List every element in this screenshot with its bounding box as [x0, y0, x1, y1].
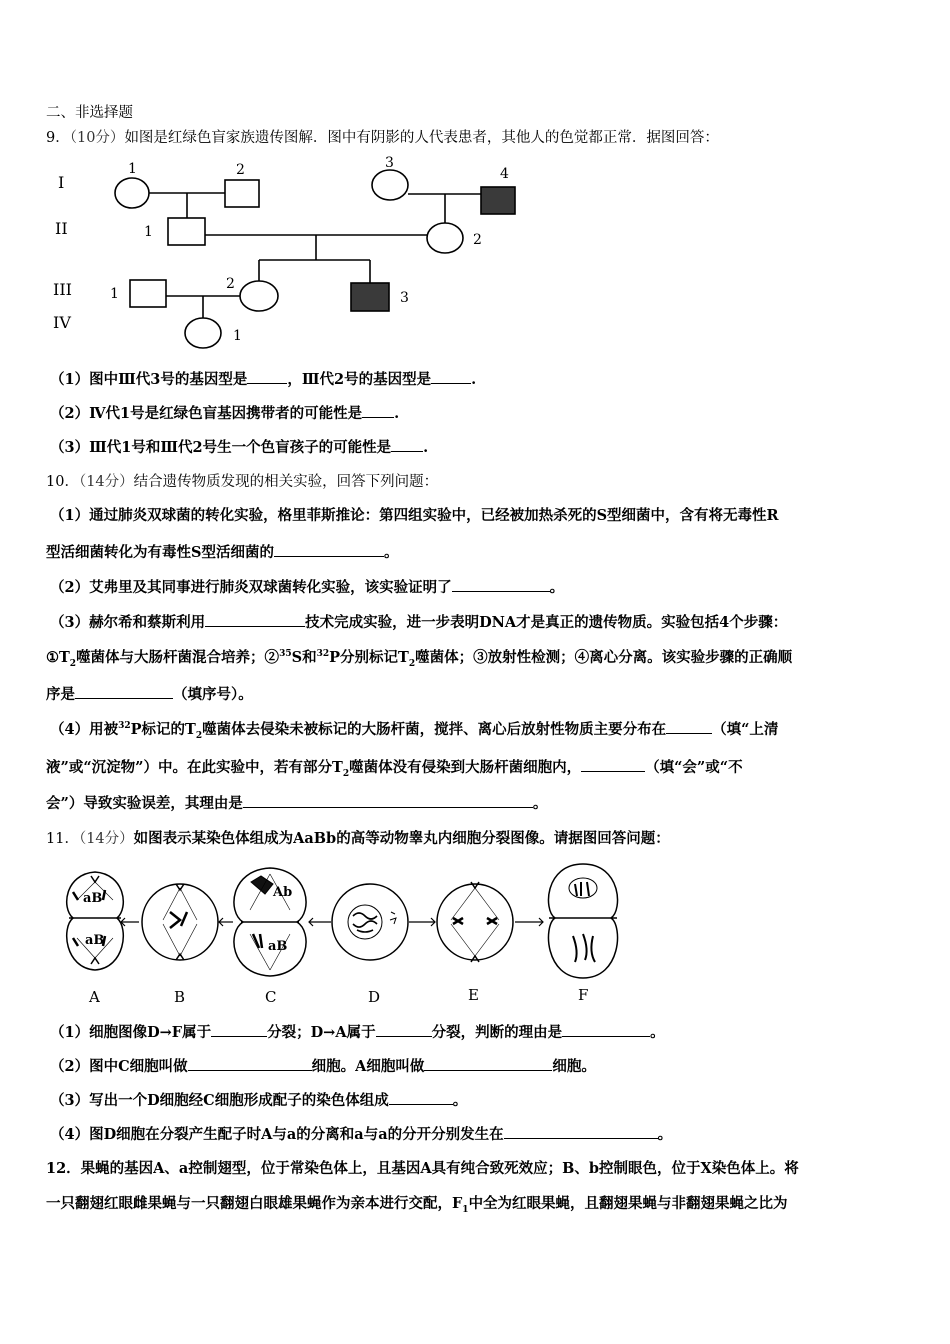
answer-blank[interactable]	[389, 1090, 453, 1105]
id-III-1: 1	[110, 286, 119, 302]
cell-label-E: E	[468, 986, 479, 1004]
answer-blank[interactable]	[391, 437, 423, 452]
gen-label-II: II	[55, 219, 68, 238]
cell-label-C: C	[265, 988, 277, 1006]
q9-score: （10分）	[69, 130, 125, 146]
q12-line2: 一只翻翅红眼雌果蝇与一只翻翅白眼雄果蝇作为亲本进行交配，$F_1$中全为红眼果蝇，且翻翅果蝇与非翻翅果蝇之比为	[46, 1195, 788, 1215]
q10-stem: 10．（14分）结合遗传物质发现的相关实验，回答下列问题：	[46, 474, 439, 490]
q11-stem: 11．（14分）如图表示某染色体组成为AaBb的高等动物睾丸内细胞分裂图像。请据图回答问题：	[46, 830, 670, 847]
q9-number: 9．	[46, 130, 70, 146]
cell-A-upper-genes: aB	[83, 891, 103, 906]
answer-blank[interactable]	[75, 684, 173, 699]
answer-blank[interactable]	[562, 1022, 650, 1037]
q10-sub3-line3: 序是 （填序号）。	[46, 686, 253, 703]
answer-blank[interactable]	[504, 1124, 658, 1139]
answer-blank[interactable]	[188, 1056, 312, 1071]
pedigree-I-1-female	[115, 178, 149, 208]
section-title: 二、非选择题	[46, 105, 133, 121]
q11-sub4: （4）图D细胞在分裂产生配子时A与a的分离和a与a的分开分别发生在 。	[50, 1126, 673, 1143]
cell-C-upper-genes: Ab	[273, 885, 293, 900]
pedigree-I-3-female	[372, 170, 408, 200]
cell-C	[234, 868, 306, 976]
q11-sub3: （3）写出一个D细胞经C细胞形成配子的染色体组成 。	[50, 1092, 468, 1109]
cell-label-F: F	[578, 986, 589, 1004]
pedigree-IV-1-female	[185, 318, 221, 348]
q9-sub2: （2）Ⅳ代1号是红绿色盲基因携带者的可能性是 .	[50, 405, 400, 422]
answer-blank[interactable]	[205, 612, 305, 627]
answer-blank[interactable]	[211, 1022, 267, 1037]
cell-D	[332, 884, 408, 960]
id-I-1: 1	[128, 161, 137, 177]
q9-sub3: （3）Ⅲ代1号和Ⅲ代2号生一个色盲孩子的可能性是 .	[50, 439, 429, 456]
cell-division-figure	[55, 860, 645, 1010]
id-II-2: 2	[473, 232, 482, 248]
answer-blank[interactable]	[431, 369, 471, 384]
answer-blank[interactable]	[424, 1056, 552, 1071]
id-I-3: 3	[385, 155, 394, 171]
q11-sub1: （1）细胞图像D→F属于 分裂；D→A属于 分裂，判断的理由是 。	[50, 1024, 665, 1041]
q9-sub1: （1）图中Ⅲ代3号的基因型是 ，Ⅲ代2号的基因型是 .	[50, 371, 477, 388]
q10-sub4-line1: （4）用被$^{32}$P标记的$T_2$噬菌体去侵染未被标记的大肠杆菌，搅拌、离心后放射性物质主要分布在 （填“上清	[50, 721, 779, 741]
id-III-3: 3	[400, 290, 409, 306]
cell-label-D: D	[368, 988, 381, 1006]
id-IV-1: 1	[233, 328, 242, 344]
id-I-2: 2	[236, 162, 245, 178]
answer-blank[interactable]	[243, 793, 533, 808]
pedigree-I-4-male-affected	[481, 187, 515, 214]
answer-blank[interactable]	[376, 1022, 432, 1037]
pedigree-II-2-female	[427, 223, 463, 253]
gen-label-III: III	[53, 280, 72, 299]
q9-stem	[46, 128, 719, 148]
q10-sub2: （2）艾弗里及其同事进行肺炎双球菌转化实验，该实验证明了 。	[50, 579, 565, 596]
pedigree-III-1-male	[130, 280, 166, 307]
answer-blank[interactable]	[666, 719, 712, 734]
cell-F	[548, 864, 617, 978]
q11-sub2: （2）图中C细胞叫做 细胞。A细胞叫做 细胞。	[50, 1058, 596, 1075]
q10-sub4-line3: 会”）导致实验误差，其理由是 。	[46, 795, 548, 812]
answer-blank[interactable]	[452, 577, 550, 592]
q10-sub3-line1: （3）赫尔希和蔡斯利用 技术完成实验，进一步表明DNA才是真正的遗传物质。实验包括4个步骤：	[50, 614, 788, 631]
q10-sub3-line2: $①T_2$噬菌体与大肠杆菌混合培养；②$^{35}$S和$^{32}$P分别标记$T_2$噬菌体；③放射性检测；④离心分离。该实验步骤的正确顺	[46, 649, 793, 669]
gen-label-I: I	[58, 173, 65, 192]
q10-sub1-line1: （1）通过肺炎双球菌的转化实验，格里菲斯推论：第四组实验中，已经被加热杀死的S型细菌中，含有将无毒性R	[50, 507, 779, 524]
q12-line1: 12．果蝇的基因A、a控制翅型，位于常染色体上，且基因A具有纯合致死效应；B、b控制眼色，位于X染色体上。将	[46, 1160, 799, 1177]
gen-label-IV: IV	[53, 313, 71, 332]
answer-blank[interactable]	[362, 403, 394, 418]
answer-blank[interactable]	[581, 757, 645, 772]
cell-E	[437, 882, 513, 962]
cell-A	[67, 872, 124, 970]
cell-B	[142, 884, 218, 960]
cell-label-B: B	[174, 988, 186, 1006]
q10-sub1-line2: 型活细菌转化为有毒性S型活细菌的 。	[46, 544, 399, 561]
q9-text: 如图是红绿色盲家族遗传图解．图中有阴影的人代表患者，其他人的色觉都正常．据图回答：	[124, 130, 719, 146]
cell-A-lower-genes: aB	[85, 933, 105, 948]
id-III-2: 2	[226, 276, 235, 292]
id-II-1: 1	[144, 224, 153, 240]
answer-blank[interactable]	[247, 369, 287, 384]
cell-C-lower-genes: aB	[268, 939, 288, 954]
pedigree-III-3-male-affected	[351, 283, 389, 311]
cell-label-A: A	[89, 988, 100, 1006]
pedigree-II-1-male	[168, 218, 205, 245]
pedigree-III-2-female	[240, 281, 278, 311]
pedigree-chart	[40, 150, 560, 360]
answer-blank[interactable]	[274, 542, 384, 557]
pedigree-I-2-male	[225, 180, 259, 207]
q10-sub4-line2: 液”或“沉淀物”）中。在此实验中，若有部分$T_2$噬菌体没有侵染到大肠杆菌细胞内， （填“会”或“不	[46, 759, 743, 779]
id-I-4: 4	[500, 166, 509, 182]
